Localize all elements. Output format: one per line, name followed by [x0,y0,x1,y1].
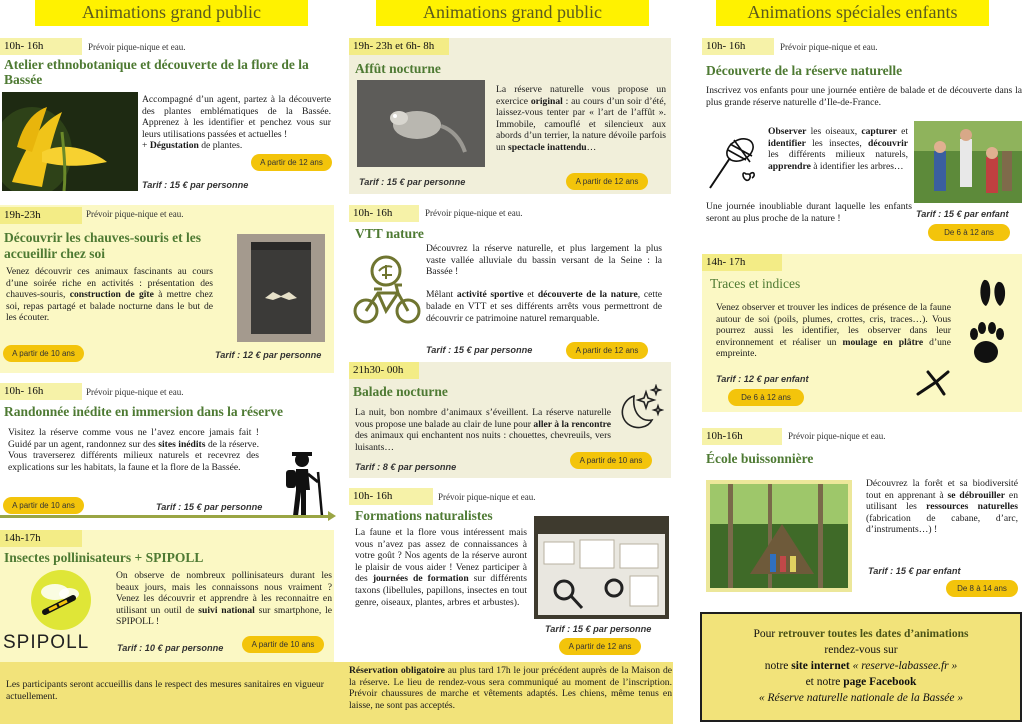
picnic-note: Prévoir pique-nique et eau. [438,492,536,502]
event-title: Découvrir les chauves-souris et les accueillir chez soi [4,230,201,261]
event-description: La nuit, bon nombre d’animaux s’éveillent. La réserve naturelle vous propose une balade au clair de lune pour aller à la rencontre des animaux qui enchantent nos nuits : chouettes, chevreuils, vers luisants… [355,407,611,453]
price-label: Tarif : 15 € par personne [426,345,533,355]
reservation-note: Réservation obligatoire au plus tard 17h le jour précédent auprès de la Maison de la réserve. Le lieu de rendez-vous sera communiqué au moment de l’inscription. Prévoir chaussures de marche et vêtements adaptés. Les chiens, même tenus en laisse, ne sont pas acceptés. [349,665,672,711]
age-badge: A partir de 12 ans [251,154,332,171]
event-title: Traces et indices [710,276,801,291]
age-badge: A partir de 10 ans [242,636,324,653]
event-title: Insectes pollinisateurs + SPIPOLL [4,550,204,565]
column-1-header: Animations grand public [35,0,308,26]
price-label: Tarif : 15 € par enfant [916,209,1009,219]
event-time: 10h- 16h [349,205,419,222]
event-time: 10h- 16h [702,38,774,55]
event-title: Atelier ethnobotanique et découverte de la flore de la Bassée [4,57,309,87]
arrow-head [328,511,336,521]
price-label: Tarif : 10 € par personne [117,643,224,653]
age-badge: A partir de 12 ans [566,173,648,190]
age-badge: De 6 à 12 ans [928,224,1010,241]
event-title: Affût nocturne [355,61,441,76]
event-time: 21h30- 00h [349,362,419,379]
picnic-note: Prévoir pique-nique et eau. [788,431,886,441]
event-description: Accompagné d’un agent, partez à la découverte des plantes emblématiques de la Bassée. Apprenez à les identifier et penchez vous sur leurs utilisations passées et actuelles ! + Dégustation de plantes. [142,94,331,152]
event-time: 10h- 16h [0,383,82,400]
forest-hut-photo [706,480,852,592]
price-label: Tarif : 15 € par personne [545,624,652,634]
bike-icon [352,253,422,329]
night-animal-photo [357,80,485,167]
event-title: Balade nocturne [353,384,448,399]
picnic-note: Prévoir pique-nique et eau. [88,42,186,52]
bird-track-icon [914,368,952,398]
event-description: La faune et la flore vous intéressent mais vous n’avez pas assez de connaissances à votre goût ? Nos agents de la réserve auront le plaisir de vous aider ! Venez participer à des journées de formation sur différents taxons (libellules, papillons, insectes en tout genre, oiseaux, plantes, arbres et arbustes). [355,527,528,608]
event-title: École buissonnière [706,451,814,466]
price-label: Tarif : 15 € par personne [142,180,249,190]
event-time: 10h-16h [702,428,782,445]
butterfly-net-icon [706,134,762,190]
event-description: Découvrez la forêt et sa biodiversité tout en apprenant à se débrouiller en utilisant les ressources naturelles (fabrication de cabane, d’arc, d’instruments…) ! [866,478,1018,536]
age-badge: De 8 à 14 ans [946,580,1018,597]
event-time: 10h- 16h [0,38,82,55]
iris-flower-photo [2,92,138,191]
children-photo [914,121,1022,203]
event-description: Observer les oiseaux, capturer et identifier les insectes, découvrir les différents milieux naturels, apprendre à identifier les arbres… [768,126,908,172]
spipoll-logo-text: SPIPOLL [3,632,90,653]
picnic-note: Prévoir pique-nique et eau. [780,42,878,52]
specimens-photo [534,516,669,619]
divider-arrow [0,515,330,518]
picnic-note: Prévoir pique-nique et eau. [425,208,523,218]
picnic-note: Prévoir pique-nique et eau. [86,387,184,397]
hiker-icon [280,450,330,518]
age-badge: A partir de 10 ans [3,345,84,362]
bat-box-photo [237,234,325,342]
sanitary-note: Les participants seront accueillis dans le respect des mesures sanitaires en vigueur actuellement. [6,679,324,702]
event-title: Formations naturalistes [355,508,493,523]
event-description: Visitez la réserve comme vous ne l’avez encore jamais fait ! Guidé par un agent, randonnez sur des sites inédits de la réserve. Vous traverserez différents milieux naturels et recevrez des explications sur les habitats, la faune et la flore de la Bassée. [8,427,259,473]
info-text: Pour retrouver toutes les dates d’animations rendez-vous sur notre site internet « reserve-labassee.fr » et notre page Facebook « Réserve naturelle nationale de la Bassée » [753,628,969,704]
event-title: Découverte de la réserve naturelle [706,63,903,78]
moon-stars-icon [612,384,664,436]
event-time: 14h- 17h [702,254,782,271]
price-label: Tarif : 15 € par personne [359,177,466,187]
event-description: Venez découvrir ces animaux fascinants au cours d’une soirée riche en activités : présentation des chauves-souris, construction de gîte à mettre chez soi, repas partagé et balade nocturne dans le but de les écouter. [6,266,214,324]
event-intro: Inscrivez vos enfants pour une journée entière de balade et de découverte dans la plus grande réserve naturelle d’Ile-de-France. [706,85,1022,108]
price-label: Tarif : 12 € par enfant [716,374,809,384]
event-description: Découvrez la réserve naturelle, et plus largement la plus vaste vallée alluviale du bassin versant de la Seine : la Bassée ! Mêlant activité sportive et découverte de la nature, cette balade en VTT et ses différents arrêts vous permettront de découvrir ce patrimoine naturel remarquable. [426,243,662,324]
event-description: La réserve naturelle vous propose un exercice original : au cours d’un soir d’été, laissez-vous tenter par « l’art de l’affût ». Immobile, camouflé et silencieux aux abords d’un terrier, la nature dévoile parfois un spectacle inattendu… [496,84,666,153]
age-badge: De 6 à 12 ans [728,389,804,406]
price-label: Tarif : 12 € par personne [215,350,322,360]
event-description: On observe de nombreux pollinisateurs durant les beaux jours, mais les connaissons nous vraiment ? Venez les découvrir et apprendre à les reconnaitre en utilisant un outil de suivi national sur smartphone, le SPIPOLL ! [116,570,333,628]
price-label: Tarif : 8 € par personne [355,462,457,472]
event-time: 19h-23h [0,207,82,224]
column-2-header: Animations grand public [376,0,649,26]
column-3-header: Animations spéciales enfants [716,0,989,26]
event-time: 19h- 23h et 6h- 8h [349,38,449,55]
age-badge: A partir de 10 ans [3,497,84,514]
event-title: Randonnée inédite en immersion dans la réserve [4,404,283,419]
event-time: 14h-17h [0,530,82,547]
age-badge: A partir de 10 ans [570,452,652,469]
price-label: Tarif : 15 € par enfant [868,566,961,576]
event-conclusion: Une journée inoubliable durant laquelle les enfants seront au plus proche de la nature ! [706,201,912,224]
picnic-note: Prévoir pique-nique et eau. [86,209,184,219]
event-time: 10h- 16h [349,488,433,505]
event-description: Venez observer et trouver les indices de présence de la faune autour de soi (poils, plumes, crottes, cris, traces…). Vous pourrez aussi les identifier, les observer dans leur environnement et réaliser un moulage en plâtre d’une empreinte. [716,302,951,360]
age-badge: A partir de 12 ans [566,342,648,359]
age-badge: A partir de 12 ans [559,638,641,655]
hoofprint-icon [978,276,1010,310]
pawprint-icon [966,322,1006,366]
price-label: Tarif : 15 € par personne [156,502,263,512]
event-title: VTT nature [355,226,424,241]
